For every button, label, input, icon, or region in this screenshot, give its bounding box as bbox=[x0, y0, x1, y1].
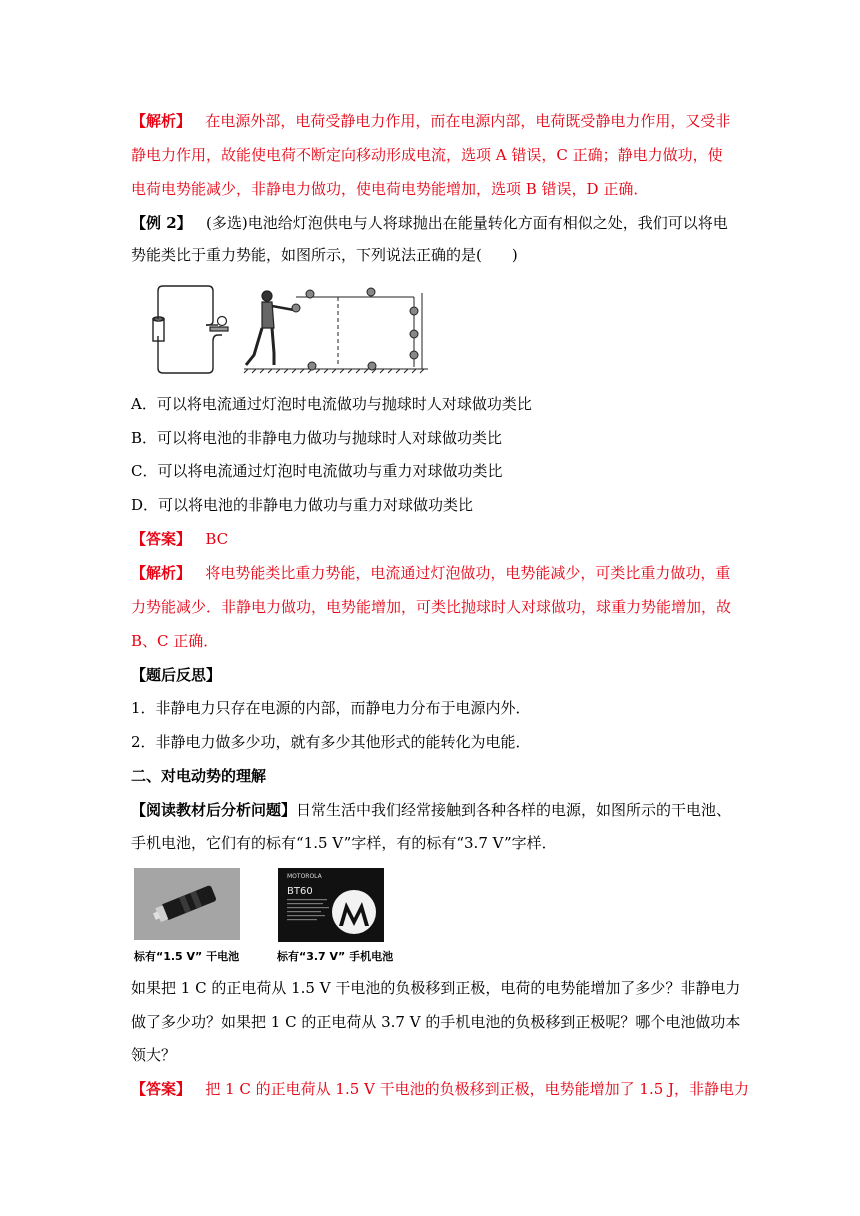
phone-battery-model: BT60 bbox=[287, 886, 313, 897]
example-2-line-2: 势能类比于重力势能，如图所示，下列说法正确的是( ) bbox=[131, 246, 518, 264]
option-a: A．可以将电流通过灯泡时电流做功与抛球时人对球做功类比 bbox=[131, 395, 532, 413]
analysis-1-tag: 【解析】 bbox=[131, 112, 192, 130]
reflection-item-2: 2．非静电力做多少功，就有多少其他形式的能转化为电能． bbox=[131, 733, 531, 751]
answer-3-tag: 【答案】 bbox=[131, 1080, 192, 1098]
analysis-2-line-2: 力势能减少．非静电力做功，电势能增加，可类比抛球时人对球做功，球重力势能增加，故 bbox=[131, 598, 732, 616]
ball-icon bbox=[367, 288, 375, 296]
analysis-1-line-3: 电荷电势能减少，非静电力做功，使电荷电势能增加，选项 B 错误，D 正确． bbox=[131, 180, 649, 198]
ground-line bbox=[244, 369, 428, 373]
reading-line-2: 手机电池，它们有的标有“1.5 V”字样，有的标有“3.7 V”字样． bbox=[131, 834, 557, 852]
example-2-line-1: 【例 2】 (多选)电池给灯泡供电与人将球抛出在能量转化方面有相似之处，我们可以将电 bbox=[131, 214, 728, 232]
ball-icon bbox=[410, 330, 418, 338]
ball-icon bbox=[292, 304, 300, 312]
analysis-2-line-3: B、C 正确． bbox=[131, 632, 219, 650]
option-c: C．可以将电流通过灯泡时电流做功与重力对球做功类比 bbox=[131, 462, 503, 480]
analysis-2-tag: 【解析】 bbox=[131, 564, 192, 582]
reflection-item-1: 1．非静电力只存在电源的内部，而静电力分布于电源内外． bbox=[131, 699, 531, 717]
phone-battery-caption: 标有“3.7 V” 手机电池 bbox=[277, 950, 394, 963]
answer-2-tag: 【答案】 bbox=[131, 530, 192, 548]
analysis-1-line-2: 静电力作用，故能使电荷不断定向移动形成电流，选项 A 错误，C 正确；静电力做功，使 bbox=[131, 146, 723, 164]
option-d: D．可以将电池的非静电力做功与重力对球做功类比 bbox=[131, 496, 474, 514]
dry-battery-photo bbox=[134, 868, 240, 940]
ball-icon bbox=[308, 362, 316, 370]
phone-battery-brand: MOTOROLA bbox=[287, 873, 322, 880]
option-b: B．可以将电池的非静电力做功与抛球时人对球做功类比 bbox=[131, 429, 503, 447]
ball-icon bbox=[410, 351, 418, 359]
question-line-1: 如果把 1 C 的正电荷从 1.5 V 干电池的负极移到正极，电荷的电势能增加了多少？非静电力 bbox=[131, 979, 741, 997]
answer-3: 【答案】 把 1 C 的正电荷从 1.5 V 干电池的负极移到正极，电势能增加了 1.5 J，非静电力 bbox=[131, 1080, 750, 1098]
ball-icon bbox=[410, 307, 418, 315]
ball-icon bbox=[306, 290, 314, 298]
ball-icon bbox=[368, 362, 376, 370]
analysis-2-line-1: 【解析】 将电势能类比重力势能，电流通过灯泡做功，电势能减少，可类比重力做功，重 bbox=[131, 564, 731, 582]
reflection-heading: 【题后反思】 bbox=[131, 666, 222, 684]
person-throwing-icon bbox=[246, 291, 294, 365]
phone-battery-photo bbox=[278, 868, 384, 942]
question-line-3: 领大？ bbox=[131, 1046, 177, 1064]
balls bbox=[292, 288, 418, 370]
ball-trajectory bbox=[296, 293, 422, 369]
example-2-tag: 【例 2】 bbox=[131, 214, 192, 232]
reading-tag: 【阅读教材后分析问题】 bbox=[131, 801, 297, 819]
reading-line-1: 【阅读教材后分析问题】日常生活中我们经常接触到各种各样的电源，如图所示的干电池、 bbox=[131, 801, 732, 819]
dry-battery-caption: 标有“1.5 V” 干电池 bbox=[134, 950, 240, 963]
section-2-heading: 二、对电动势的理解 bbox=[131, 767, 267, 785]
motorola-logo-icon bbox=[332, 890, 376, 934]
answer-2: 【答案】 BC bbox=[131, 530, 229, 548]
question-line-2: 做了多少功？如果把 1 C 的正电荷从 3.7 V 的手机电池的负极移到正极呢？哪个电池做功本 bbox=[131, 1013, 741, 1031]
circuit-and-ball-figure bbox=[146, 283, 436, 380]
analysis-1-line-1: 【解析】 在电源外部，电荷受静电力作用，而在电源内部，电荷既受静电力作用，又受非 bbox=[131, 112, 731, 130]
